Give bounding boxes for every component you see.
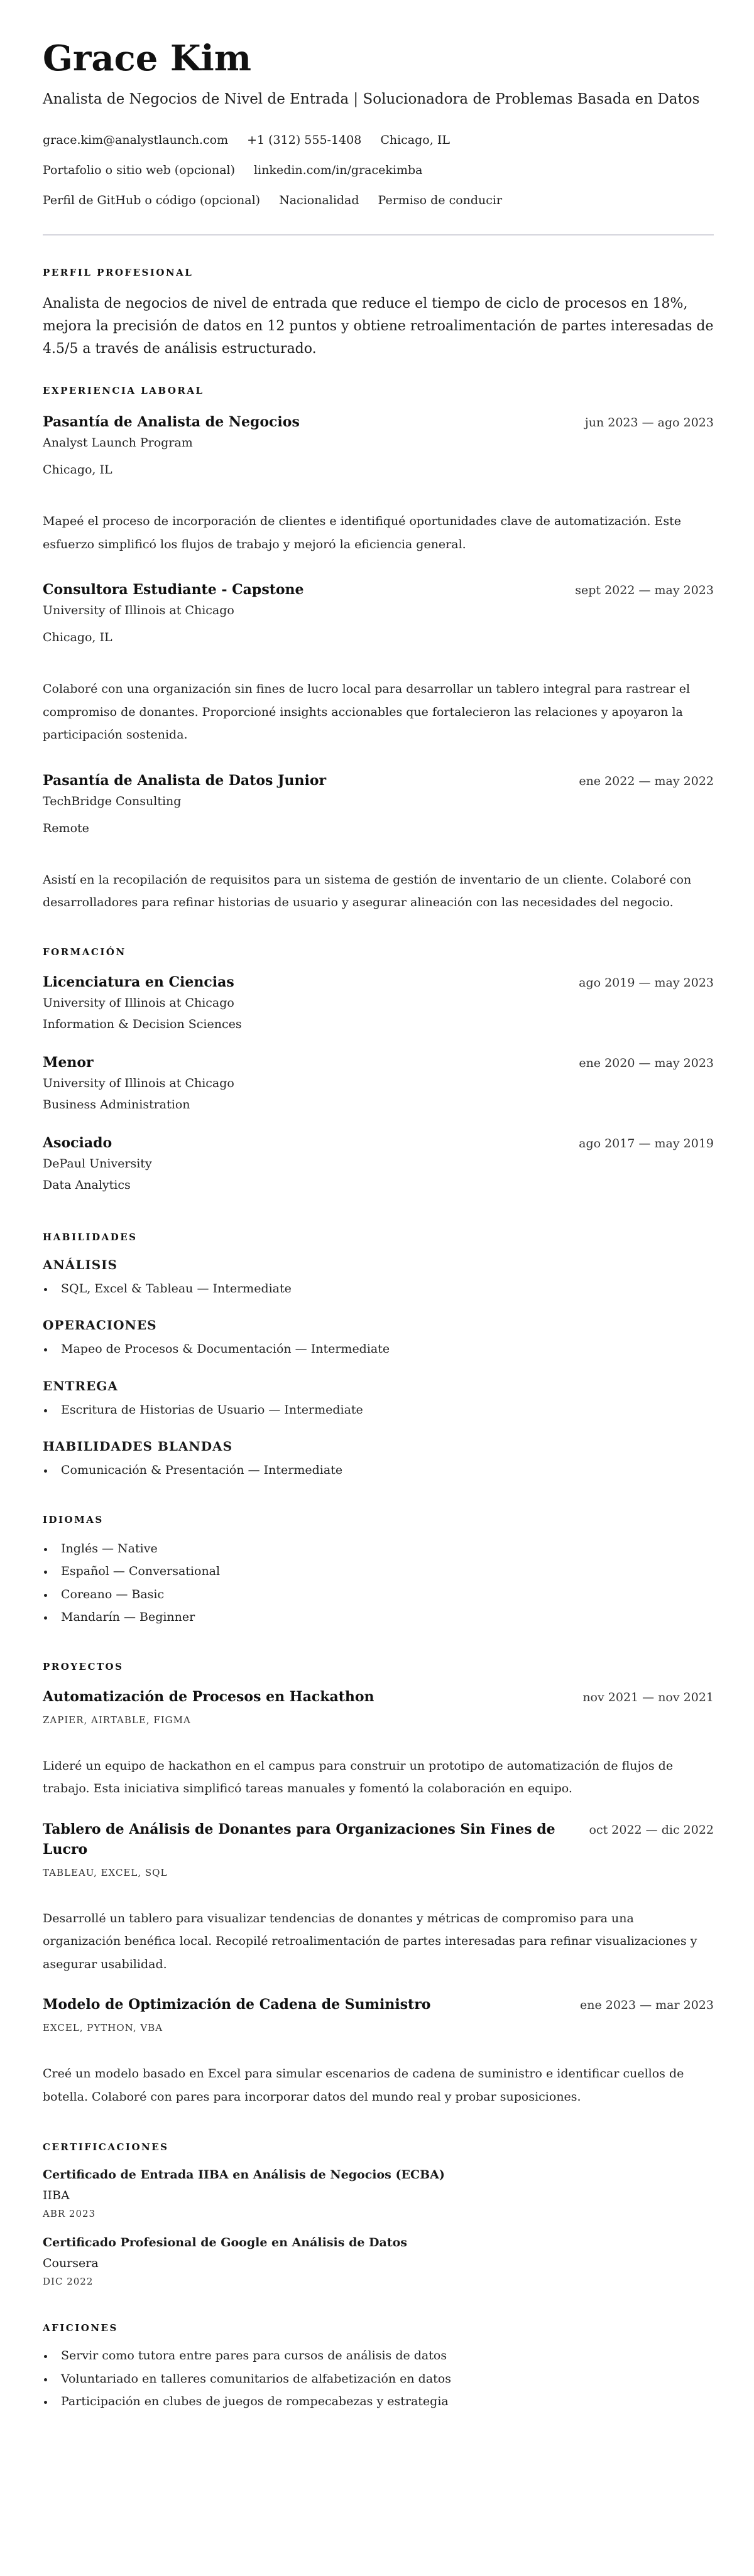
skill-item: Escritura de Historias de Usuario — Intermediate	[43, 1399, 714, 1422]
language-item: Inglés — Native	[43, 1537, 714, 1561]
job-description: Asistí en la recopilación de requisitos para un sistema de gestión de inventario de un cliente. Colaboré con desarrolladores para refinar historias de usuario y asegurar alineación con las necesidades del negocio.	[43, 872, 692, 909]
skill-category: ANÁLISIS	[43, 1257, 117, 1272]
job-entry	[43, 580, 714, 747]
job-title: Consultora Estudiante - Capstone	[43, 582, 304, 598]
project-dates: ene 2023 — mar 2023	[579, 1998, 714, 2012]
linkedin-link[interactable]: linkedin.com/in/gracekimba	[254, 163, 423, 177]
projects-list	[43, 1687, 714, 2109]
skill-item: Mapeo de Procesos & Documentación — Intermediate	[43, 1338, 714, 1361]
location: Chicago, IL	[380, 133, 450, 147]
section-heading-education: FORMACIÓN	[43, 946, 126, 958]
job-dates: jun 2023 — ago 2023	[584, 416, 714, 430]
cert-date: DIC 2022	[43, 2276, 94, 2287]
project-title: Automatización de Procesos en Hackathon	[43, 1688, 374, 1705]
skill-item: SQL, Excel & Tableau — Intermediate	[43, 1277, 714, 1301]
section-heading-hobbies: AFICIONES	[43, 2322, 118, 2334]
project-dates: oct 2022 — dic 2022	[589, 1822, 714, 1837]
contact-info	[43, 125, 714, 215]
education-list	[43, 972, 714, 1196]
hobby-item: Voluntariado en talleres comunitarios de alfabetización en datos	[43, 2368, 714, 2391]
headline: Analista de Negocios de Nivel de Entrada | Solucionadora de Problemas Basada en Datos	[43, 91, 700, 107]
project-description: Lideré un equipo de hackathon en el campus para construir un prototipo de automatización de flujos de trabajo. Esta iniciativa simplificó tareas manuales y fomentó la colaboración en equipo.	[43, 1758, 674, 1795]
degree: Menor	[43, 1054, 94, 1071]
job-company: Analyst Launch Program	[43, 436, 193, 450]
school: University of Illinois at Chicago	[43, 1076, 234, 1090]
hobby-item: Servir como tutora entre pares para cursos de análisis de datos	[43, 2344, 714, 2368]
section-heading-languages: IDIOMAS	[43, 1513, 104, 1525]
nationality: Nacionalidad	[279, 193, 359, 207]
summary-text: Analista de negocios de nivel de entrada que reduce el tiempo de ciclo de procesos en 18%, mejora la precisión de datos en 12 puntos y obtiene retroalimentación de partes interesadas de 4.5/5 a través de análisis estructurado.	[43, 296, 714, 357]
github-link[interactable]: Perfil de GitHub o código (opcional)	[43, 193, 261, 207]
job-company: University of Illinois at Chicago	[43, 603, 234, 617]
job-location: Chicago, IL	[43, 463, 112, 477]
degree: Licenciatura en Ciencias	[43, 973, 234, 990]
project-description: Creé un modelo basado en Excel para simular escenarios de cadena de suministro e identificar cuellos de botella. Colaboré con pares para incorporar datos del mundo real y probar suposiciones.	[43, 2067, 684, 2104]
job-entry	[43, 412, 714, 556]
school: DePaul University	[43, 1156, 152, 1171]
languages-list	[43, 1537, 714, 1629]
cert-issuer: Coursera	[43, 2256, 99, 2270]
section-heading-summary: PERFIL PROFESIONAL	[43, 267, 194, 278]
skill-category: OPERACIONES	[43, 1318, 157, 1333]
project-description: Desarrollé un tablero para visualizar tendencias de donantes y métricas de compromiso para una organización benéfica local. Recopilé retroalimentación de partes interesadas para refinar visualizaciones y asegurar usabilidad.	[43, 1911, 697, 1971]
education-dates: ago 2019 — may 2023	[579, 975, 714, 990]
field-of-study: Information & Decision Sciences	[43, 1017, 242, 1031]
job-title: Pasantía de Analista de Negocios	[43, 414, 300, 430]
experience-list	[43, 412, 714, 914]
job-description: Mapeé el proceso de incorporación de clientes e identifiqué oportunidades clave de automatización. Este esfuerzo simplificó los flujos de trabajo y mejoró la eficiencia general.	[43, 514, 681, 551]
hobbies-list	[43, 2344, 714, 2413]
hobby-item: Participación en clubes de juegos de rompecabezas y estrategia	[43, 2390, 714, 2413]
project-dates: nov 2021 — nov 2021	[582, 1690, 714, 1704]
education-dates: ene 2020 — may 2023	[579, 1056, 714, 1070]
email-link[interactable]: grace.kim@analystlaunch.com	[43, 133, 229, 147]
language-item: Mandarín — Beginner	[43, 1606, 714, 1629]
project-title: Tablero de Análisis de Donantes para Organizaciones Sin Fines de Lucro	[43, 1821, 555, 1858]
education-entry	[43, 1133, 714, 1196]
cert-date: ABR 2023	[43, 2208, 96, 2219]
degree: Asociado	[43, 1134, 112, 1151]
cert-title: Certificado de Entrada IIBA en Análisis de Negocios (ECBA)	[43, 2168, 445, 2182]
education-entry	[43, 972, 714, 1035]
school: University of Illinois at Chicago	[43, 995, 234, 1010]
project-title: Modelo de Optimización de Cadena de Suministro	[43, 1996, 431, 2013]
phone: +1 (312) 555-1408	[247, 133, 362, 147]
section-heading-certifications: CERTIFICACIONES	[43, 2141, 169, 2153]
job-entry	[43, 771, 714, 914]
language-item: Español — Conversational	[43, 1560, 714, 1583]
project-entry	[43, 1819, 714, 1976]
job-company: TechBridge Consulting	[43, 794, 182, 808]
contact-row	[43, 125, 714, 155]
job-title: Pasantía de Analista de Datos Junior	[43, 772, 327, 789]
drivers-license: Permiso de conducir	[378, 193, 503, 207]
contact-row	[43, 155, 714, 185]
language-item: Coreano — Basic	[43, 1583, 714, 1606]
section-heading-projects: PROYECTOS	[43, 1660, 124, 1672]
skill-category: HABILIDADES BLANDAS	[43, 1439, 233, 1454]
cert-title: Certificado Profesional de Google en Análisis de Datos	[43, 2236, 407, 2249]
section-heading-experience: EXPERIENCIA LABORAL	[43, 385, 204, 396]
project-tech: TABLEAU, EXCEL, SQL	[43, 1866, 168, 1878]
job-description: Colaboré con una organización sin fines de lucro local para desarrollar un tablero integral para rastrear el compromiso de donantes. Proporcioné insights accionables que fortalecieron las relaciones y apoyaron la participación sostenida.	[43, 682, 691, 742]
education-entry	[43, 1053, 714, 1115]
project-tech: EXCEL, PYTHON, VBA	[43, 2022, 163, 2033]
project-tech: ZAPIER, AIRTABLE, FIGMA	[43, 1714, 191, 1726]
certifications-list	[43, 2165, 714, 2289]
portfolio-link[interactable]: Portafolio o sitio web (opcional)	[43, 163, 236, 177]
skill-category: ENTREGA	[43, 1378, 118, 1394]
divider	[43, 234, 714, 235]
section-heading-skills: HABILIDADES	[43, 1231, 138, 1243]
job-dates: sept 2022 — may 2023	[575, 583, 714, 597]
job-location: Chicago, IL	[43, 630, 112, 644]
job-dates: ene 2022 — may 2022	[579, 774, 714, 788]
project-entry	[43, 1687, 714, 1800]
project-entry	[43, 1994, 714, 2108]
skill-item: Comunicación & Presentación — Intermediate	[43, 1459, 714, 1482]
skills-list	[43, 1256, 714, 1482]
candidate-name: Grace Kim	[43, 38, 252, 79]
field-of-study: Data Analytics	[43, 1177, 131, 1192]
job-location: Remote	[43, 821, 89, 835]
education-dates: ago 2017 — may 2019	[579, 1136, 714, 1150]
contact-row	[43, 185, 714, 215]
cert-issuer: IIBA	[43, 2189, 70, 2202]
field-of-study: Business Administration	[43, 1097, 190, 1112]
